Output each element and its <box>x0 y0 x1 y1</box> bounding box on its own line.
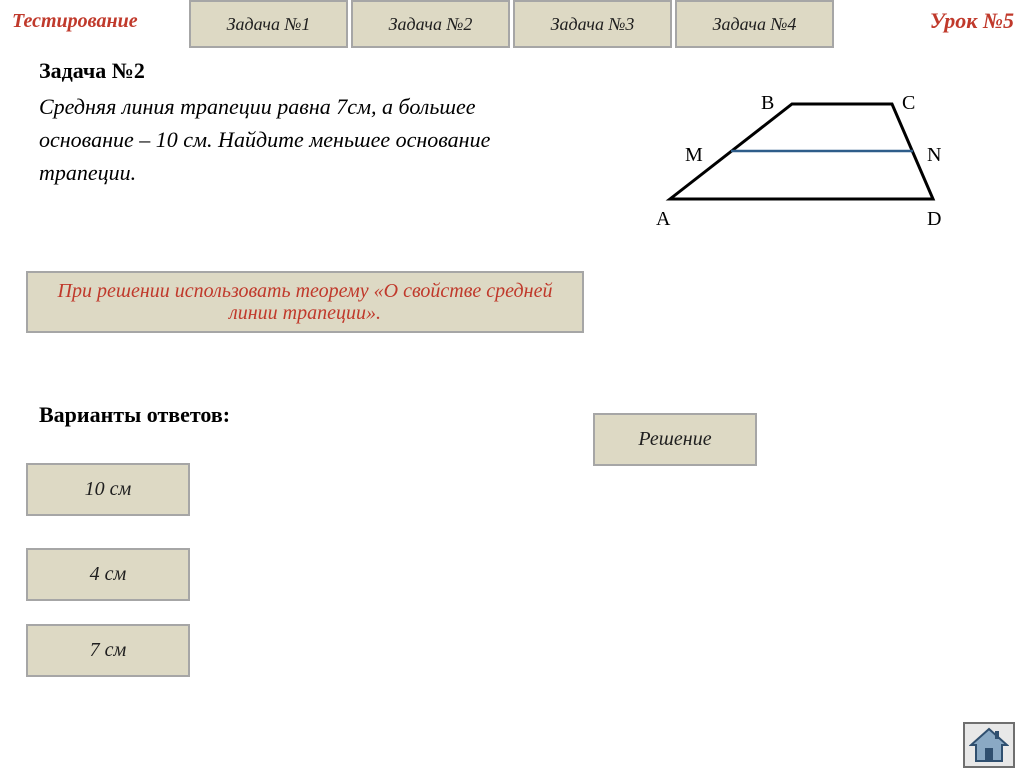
home-icon <box>969 726 1009 764</box>
label-c: C <box>902 92 916 114</box>
tab-task-4[interactable]: Задача №4 <box>675 0 834 48</box>
tab-task-3[interactable]: Задача №3 <box>513 0 672 48</box>
answer-option-1[interactable]: 10 см <box>26 463 190 516</box>
home-button[interactable] <box>963 722 1015 768</box>
label-b: B <box>761 92 775 114</box>
solution-button[interactable]: Решение <box>593 413 757 466</box>
trapezoid-figure <box>640 80 960 240</box>
hint-text: При решении использовать теорему «О свойстве средней линии трапеции». <box>57 280 553 324</box>
answers-label: Варианты ответов: <box>39 402 231 427</box>
task-text: Средняя линия трапеции равна 7см, а большее основание – 10 см. Найдите меньшее основание трапеции. <box>39 94 491 185</box>
task-tabs <box>189 0 834 48</box>
answer-option-3[interactable]: 7 см <box>26 624 190 677</box>
tab-task-1[interactable]: Задача №1 <box>189 0 348 48</box>
label-a: A <box>656 208 671 230</box>
task-title: Задача №2 <box>39 58 145 83</box>
answer-option-2[interactable]: 4 см <box>26 548 190 601</box>
label-m: M <box>685 144 703 166</box>
app-title: Тестирование <box>12 10 138 32</box>
lesson-title: Урок №5 <box>929 8 1014 33</box>
label-n: N <box>927 144 942 166</box>
hint-box <box>26 271 584 333</box>
label-d: D <box>927 208 942 230</box>
tab-task-2[interactable]: Задача №2 <box>351 0 510 48</box>
